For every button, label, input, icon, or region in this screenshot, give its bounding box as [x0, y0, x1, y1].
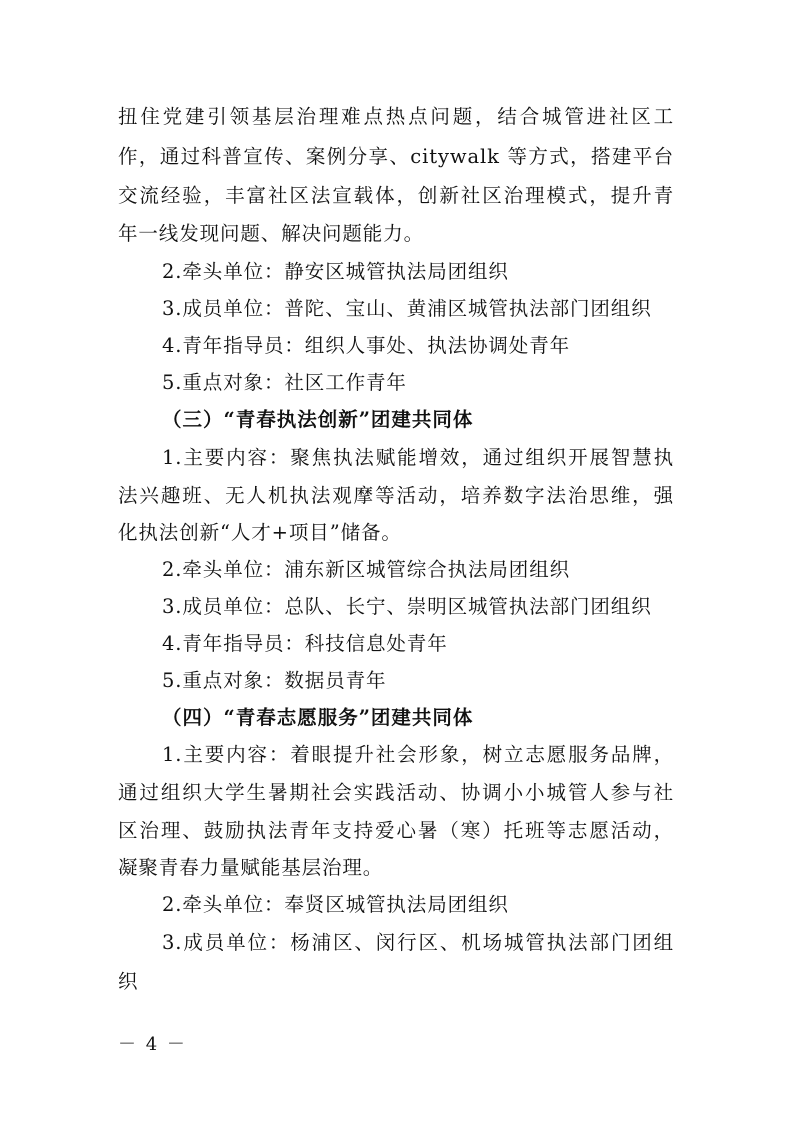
focus-target-line: 5.重点对象：社区工作青年: [162, 371, 407, 394]
section-heading: （三）“青春执法创新”团建共同体: [162, 408, 474, 431]
youth-mentor-line: 4.青年指导员：组织人事处、执法协调处青年: [162, 334, 571, 357]
lead-unit-line: 2.牵头单位：奉贤区城管执法局团组织: [162, 893, 509, 916]
lead-unit-line: 2.牵头单位：浦东新区城管综合执法局团组织: [162, 558, 571, 581]
member-units-line: 3.成员单位：杨浦区、闵行区、机场城管执法部门团组: [162, 931, 674, 954]
youth-mentor-line: 4.青年指导员：科技信息处青年: [162, 632, 448, 655]
paragraph-line: 扭住党建引领基层治理难点热点问题，结合城管进社区工: [118, 105, 674, 128]
paragraph-line: 作，通过科普宣传、案例分享、citywalk 等方式，搭建平台: [118, 145, 674, 168]
lead-unit-line: 2.牵头单位：静安区城管执法局团组织: [162, 260, 509, 283]
member-units-line: 3.成员单位：总队、长宁、崇明区城管执法部门团组织: [162, 595, 652, 618]
main-content-line: 法兴趣班、无人机执法观摩等活动，培养数字法治思维，强: [118, 484, 674, 507]
member-units-line: 3.成员单位：普陀、宝山、黄浦区城管执法部门团组织: [162, 297, 652, 320]
page-number: － 4 －: [118, 1034, 187, 1055]
main-content-line: 化执法创新“人才+项目”储备。: [118, 521, 402, 544]
main-content-line: 1.主要内容：着眼提升社会形象，树立志愿服务品牌，: [162, 743, 674, 766]
section-heading: （四）“青春志愿服务”团建共同体: [162, 706, 474, 729]
main-content-line: 凝聚青春力量赋能基层治理。: [118, 856, 384, 879]
paragraph-line: 交流经验，丰富社区法宣载体，创新社区治理模式，提升青: [118, 184, 674, 207]
main-content-line: 1.主要内容：聚焦执法赋能增效，通过组织开展智慧执: [162, 446, 674, 469]
focus-target-line: 5.重点对象：数据员青年: [162, 669, 387, 692]
member-units-line: 织: [118, 970, 139, 993]
paragraph-line: 年一线发现问题、解决问题能力。: [118, 222, 425, 245]
main-content-line: 通过组织大学生暑期社会实践活动、协调小小城管人参与社: [118, 781, 674, 804]
main-content-line: 区治理、鼓励执法青年支持爱心暑（寒）托班等志愿活动，: [118, 819, 674, 842]
